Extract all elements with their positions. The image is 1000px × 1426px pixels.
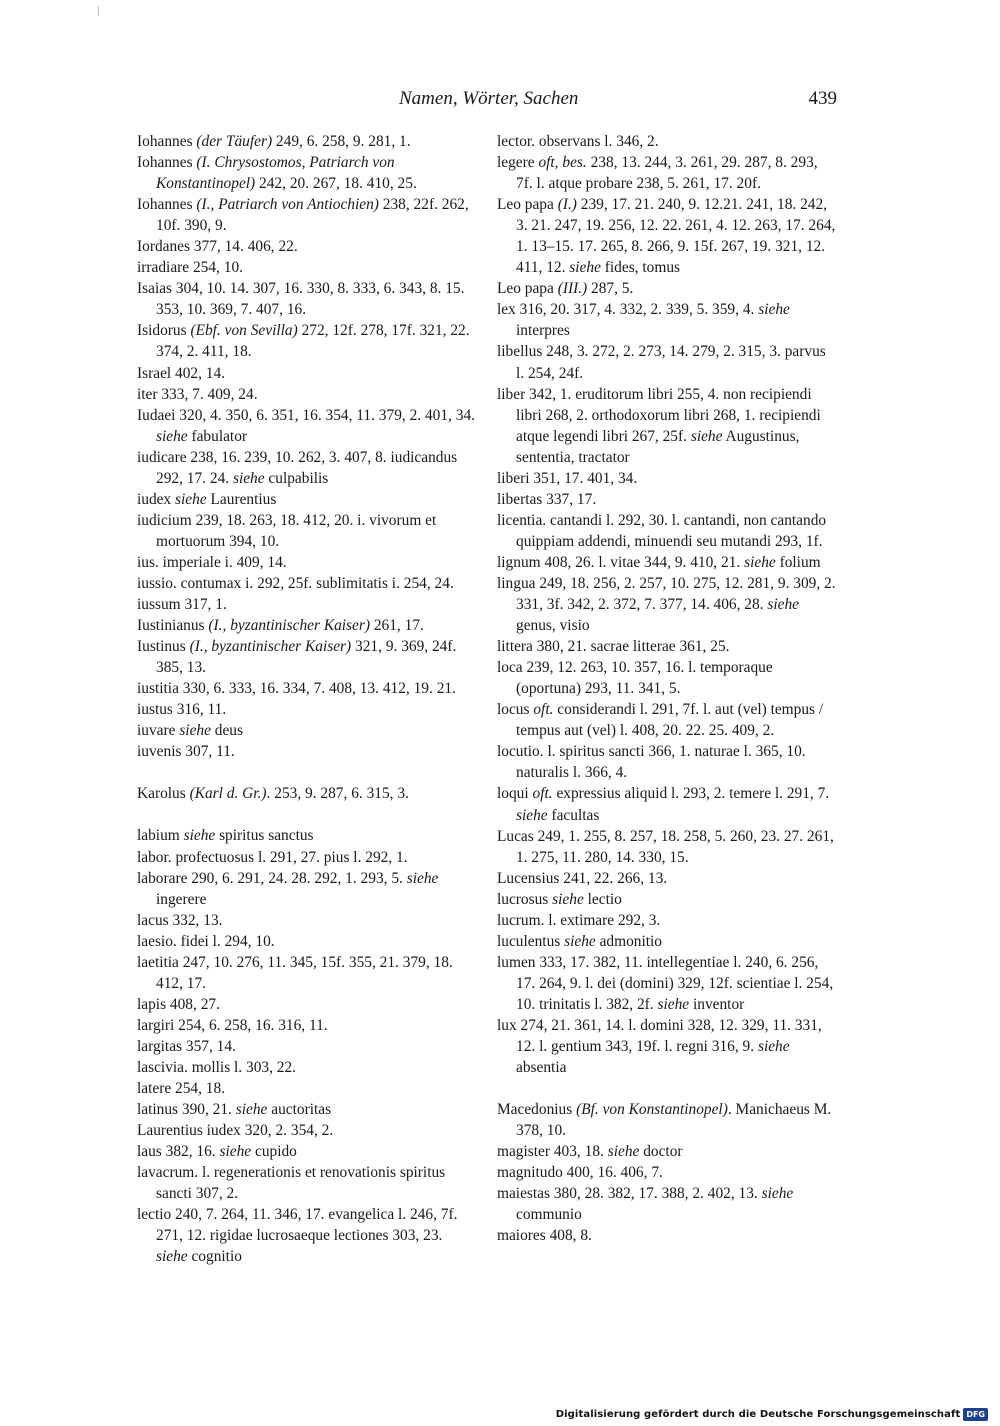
index-entry [137, 1036, 475, 1057]
page-header [137, 88, 837, 112]
index-entry [497, 741, 837, 783]
index-entry [137, 447, 475, 489]
index-entry-text: licentia. cantandi l. 292, 30. l. cantandi, non cantando quippiam addendi, minuendi seu mutandi 293, 1f. [497, 511, 827, 550]
index-entry [497, 489, 837, 510]
index-entry [497, 910, 837, 931]
index-entry [497, 1225, 837, 1246]
index-entry-text: iussio. contumax i. 292, 25f. sublimitatis i. 254, 24. [137, 574, 454, 592]
index-entry-text: Isaias 304, 10. 14. 307, 16. 330, 8. 333, 6. 343, 8. 15. 353, 10. 369, 7. 407, 16. [137, 280, 465, 319]
index-entry-text: Isidorus (Ebf. von Sevilla) 272, 12f. 278, 17f. 321, 22. 374, 2. 411, 18. [137, 322, 470, 361]
index-entry-text: lux 274, 21. 361, 14. l. domini 328, 12. 329, 11. 331, 12. l. gentium 343, 19f. l. regni 316, 9. siehe absentia [497, 1016, 822, 1077]
index-entry [497, 1099, 837, 1141]
index-entry-text: libertas 337, 17. [497, 490, 597, 508]
index-entry-text: Leo papa (III.) 287, 5. [497, 280, 634, 298]
index-entry [497, 868, 837, 889]
index-entry [137, 868, 475, 910]
index-entry [137, 152, 475, 194]
index-entry [497, 931, 837, 952]
index-entry-text: iustus 316, 11. [137, 701, 227, 719]
index-entry-text: largiri 254, 6. 258, 16. 316, 11. [137, 1016, 328, 1034]
index-entry [137, 1141, 475, 1162]
index-entry [497, 152, 837, 194]
index-entry-text: legere oft, bes. 238, 13. 244, 3. 261, 29. 287, 8. 293, 7f. l. atque probare 238, 5. 261, 17. 20f. [497, 154, 818, 193]
index-column-left [137, 131, 475, 1267]
index-entry [497, 889, 837, 910]
index-entry [497, 468, 837, 489]
index-entry-text: lignum 408, 26. l. vitae 344, 9. 410, 21. siehe folium [497, 553, 821, 571]
index-entry [137, 741, 475, 762]
index-entry [137, 1015, 475, 1036]
index-entry-text: lapis 408, 27. [137, 995, 220, 1013]
index-entry-text: magister 403, 18. siehe doctor [497, 1143, 683, 1161]
index-entry-text: luculentus siehe admonitio [497, 932, 662, 950]
index-entry [497, 194, 837, 278]
index-entry [497, 699, 837, 741]
index-entry [137, 489, 475, 510]
index-entry-text: lumen 333, 17. 382, 11. intellegentiae l. 240, 6. 256, 17. 264, 9. l. dei (domini) 329, 12f. scientiae l. 254, 10. trinitatis l. 382, 2f. siehe inventor [497, 953, 834, 1013]
digitization-footer [556, 1406, 988, 1422]
index-entry-text: liber 342, 1. eruditorum libri 255, 4. non recipiendi libri 268, 2. orthodoxorum libri 268, 1. recipiendi atque legendi libri 267, 25f. siehe Augustinus, sententia, tractator [497, 385, 821, 466]
running-title: Namen, Wörter, Sachen [399, 88, 579, 109]
index-entry-text: iuvenis 307, 11. [137, 743, 235, 761]
index-entry-text: locus oft. considerandi l. 291, 7f. l. aut (vel) tempus / tempus aut (vel) l. 408, 20. 22. 25. 409, 2. [497, 701, 824, 740]
index-entry [137, 678, 475, 699]
index-entry-text: lucrum. l. extimare 292, 3. [497, 911, 661, 929]
index-entry-text: Iohannes (I., Patriarch von Antiochien) 238, 22f. 262, 10f. 390, 9. [137, 196, 469, 235]
index-entry-text: iudicare 238, 16. 239, 10. 262, 3. 407, 8. iudicandus 292, 17. 24. siehe culpabilis [137, 448, 458, 487]
index-entry [137, 573, 475, 594]
index-entry-text: iter 333, 7. 409, 24. [137, 385, 258, 403]
index-entry-text: loqui oft. expressius aliquid l. 293, 2. temere l. 291, 7. siehe facultas [497, 785, 830, 824]
index-entry-text: labor. profectuosus l. 291, 27. pius l. 292, 1. [137, 848, 408, 866]
index-entry-text: ius. imperiale i. 409, 14. [137, 553, 287, 571]
index-entry [137, 257, 475, 278]
index-entry [137, 552, 475, 573]
index-entry [137, 278, 475, 320]
index-entry [137, 131, 475, 152]
index-entry-text: Macedonius (Bf. von Konstantinopel). Manichaeus M. 378, 10. [497, 1101, 832, 1140]
index-entry-text: laetitia 247, 10. 276, 11. 345, 15f. 355, 21. 379, 18. 412, 17. [137, 953, 453, 992]
index-entry-text: lavacrum. l. regenerationis et renovationis spiritus sancti 307, 2. [137, 1164, 446, 1203]
index-entry [497, 384, 837, 468]
page-number: 439 [808, 88, 837, 109]
index-entry [137, 1204, 475, 1267]
index-entry [137, 910, 475, 931]
index-entry-text: loca 239, 12. 263, 10. 357, 16. l. temporaque (oportuna) 293, 11. 341, 5. [497, 659, 773, 698]
index-entry [137, 594, 475, 615]
index-entry-text: magnitudo 400, 16. 406, 7. [497, 1164, 663, 1182]
index-entry-text: maiestas 380, 28. 382, 17. 388, 2. 402, 13. siehe communio [497, 1185, 794, 1224]
index-entry [137, 783, 475, 804]
index-entry-text: iudicium 239, 18. 263, 18. 412, 20. i. vivorum et mortuorum 394, 10. [137, 511, 437, 550]
index-entry [497, 783, 837, 825]
index-entry-text: largitas 357, 14. [137, 1037, 236, 1055]
index-column-right [497, 131, 837, 1246]
index-entry [497, 826, 837, 868]
index-entry-text: lectio 240, 7. 264, 11. 346, 17. evangelica l. 246, 7f. 271, 12. rigidae lucrosaeque lectiones 303, 23. siehe cognitio [137, 1206, 458, 1266]
index-entry [137, 952, 475, 994]
index-entry-text: lascivia. mollis l. 303, 22. [137, 1058, 297, 1076]
dfg-logo: DFG [963, 1408, 988, 1421]
index-entry-text: lector. observans l. 346, 2. [497, 133, 659, 150]
index-entry [137, 994, 475, 1015]
index-entry [497, 1183, 837, 1225]
index-entry [497, 278, 837, 299]
index-entry [137, 320, 475, 362]
index-entry-text: laborare 290, 6. 291, 24. 28. 292, 1. 293, 5. siehe ingerere [137, 869, 439, 908]
funding-note: Digitalisierung gefördert durch die Deutsche Forschungsgemeinschaft [555, 1408, 961, 1420]
index-entry-text: latere 254, 18. [137, 1080, 226, 1098]
index-entry-text: Iohannes (I. Chrysostomos, Patriarch von Konstantinopel) 242, 20. 267, 18. 410, 25. [137, 154, 417, 193]
index-entry [137, 510, 475, 552]
index-entry [137, 1120, 475, 1141]
index-entry [137, 1078, 475, 1099]
index-entry [137, 363, 475, 384]
index-entry-text: littera 380, 21. sacrae litterae 361, 25. [497, 638, 730, 656]
index-entry [497, 341, 837, 383]
index-entry [497, 1141, 837, 1162]
index-entry [137, 1162, 475, 1204]
index-entry [497, 299, 837, 341]
index-entry-text: iudex siehe Laurentius [137, 490, 277, 508]
index-entry [497, 131, 837, 152]
index-entry [137, 405, 475, 447]
index-entry [497, 510, 837, 552]
index-entry-text: lingua 249, 18. 256, 2. 257, 10. 275, 12. 281, 9. 309, 2. 331, 3f. 342, 2. 372, 7. 377, 14. 406, 28. siehe genus, visio [497, 574, 836, 635]
index-entry [137, 194, 475, 236]
index-entry-text: libellus 248, 3. 272, 2. 273, 14. 279, 2. 315, 3. parvus l. 254, 24f. [497, 343, 826, 382]
index-entry [137, 931, 475, 952]
index-entry [497, 952, 837, 1015]
index-entry-text: iuvare siehe deus [137, 722, 243, 740]
index-entry [137, 699, 475, 720]
index-entry [137, 847, 475, 868]
index-entry-text: laesio. fidei l. 294, 10. [137, 932, 275, 950]
index-entry [137, 720, 475, 741]
index-entry [497, 552, 837, 573]
index-entry-text: Israel 402, 14. [137, 364, 226, 382]
index-entry-text: Iordanes 377, 14. 406, 22. [137, 238, 298, 256]
index-entry-text: liberi 351, 17. 401, 34. [497, 469, 638, 487]
index-entry-text: iussum 317, 1. [137, 596, 227, 614]
index-entry-text: Leo papa (I.) 239, 17. 21. 240, 9. 12.21. 241, 18. 242, 3. 21. 247, 19. 256, 12. 22. 261, 4. 12. 263, 17. 264, 1. 13–15. 17. 265, 8. 266, 9. 15f. 267, 19. 321, 12. 411, 12. siehe fides, tomus [497, 196, 836, 277]
index-entry-text: laus 382, 16. siehe cupido [137, 1143, 297, 1161]
index-entry-text: Iustinianus (I., byzantinischer Kaiser) 261, 17. [137, 617, 424, 635]
index-entry [137, 1099, 475, 1120]
index-entry-text: latinus 390, 21. siehe auctoritas [137, 1101, 332, 1119]
index-entry-text: Lucensius 241, 22. 266, 13. [497, 869, 668, 887]
index-entry-text: Laurentius iudex 320, 2. 354, 2. [137, 1122, 334, 1140]
index-entry-text: locutio. l. spiritus sancti 366, 1. naturae l. 365, 10. naturalis l. 366, 4. [497, 743, 806, 782]
index-entry-text: lucrosus siehe lectio [497, 890, 622, 908]
index-entry [137, 615, 475, 636]
index-entry-text: labium siehe spiritus sanctus [137, 827, 314, 845]
index-entry-text: maiores 408, 8. [497, 1227, 592, 1245]
index-entry [497, 1015, 837, 1078]
index-entry [137, 1057, 475, 1078]
index-entry-text: lex 316, 20. 317, 4. 332, 2. 339, 5. 359, 4. siehe interpres [497, 301, 790, 340]
index-entry [497, 636, 837, 657]
index-entry-text: Karolus (Karl d. Gr.). 253, 9. 287, 6. 315, 3. [137, 785, 409, 803]
index-entry-text: iustitia 330, 6. 333, 16. 334, 7. 408, 13. 412, 19. 21. [137, 680, 456, 698]
index-entry-text: Iohannes (der Täufer) 249, 6. 258, 9. 281, 1. [137, 133, 411, 150]
index-entry-text: Iudaei 320, 4. 350, 6. 351, 16. 354, 11. 379, 2. 401, 34. siehe fabulator [137, 406, 475, 445]
index-entry [137, 825, 475, 846]
index-entry-text: Lucas 249, 1. 255, 8. 257, 18. 258, 5. 260, 23. 27. 261, 1. 275, 11. 280, 14. 330, 15. [497, 827, 834, 866]
index-entry-text: irradiare 254, 10. [137, 259, 243, 277]
index-entry [497, 657, 837, 699]
index-entry [497, 573, 837, 636]
index-entry [137, 384, 475, 405]
index-entry-text: lacus 332, 13. [137, 911, 223, 929]
index-entry [497, 1162, 837, 1183]
index-entry [137, 636, 475, 678]
index-entry [137, 236, 475, 257]
index-entry-text: Iustinus (I., byzantinischer Kaiser) 321, 9. 369, 24f. 385, 13. [137, 638, 457, 677]
scan-mark [98, 6, 99, 16]
